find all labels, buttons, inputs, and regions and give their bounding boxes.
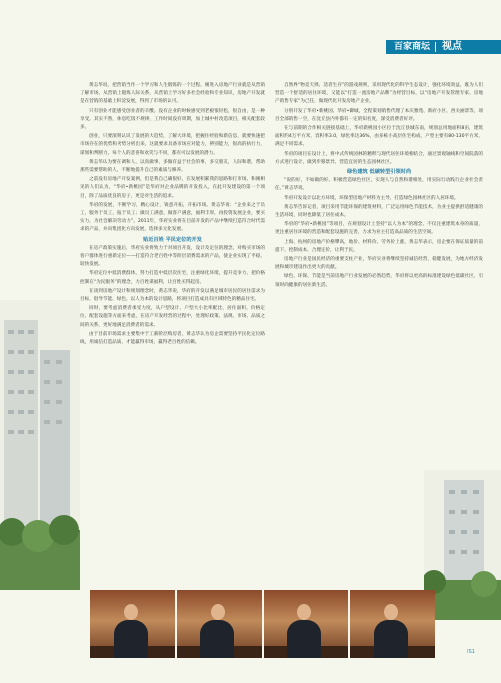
paragraph: 自然界“物竞天择、适者生存”的游戏规则，采用现代化的科学生态设计，强化环境效益，既为人们营造一个舒适的居住环境，又能以“打造一流房地产品牌”为经营目标，以“房地产开发管理专家、房地产销售专家”为己任，做现代化开发房地产企业。 <box>275 83 483 105</box>
subheading: 绿色建筑 低碳转型引领时尚 <box>346 169 412 176</box>
section-title: 百家商坛 <box>394 42 431 52</box>
paragraph: 黄志华说，把营销当作一个学习和人生锻炼的一个过程。刚进入房地产行业就是从营销了解市场，从营销上锻炼人际关系，从营销上学习好多社会经验和专业知识，房地产开发就是在营销的基础上积淀发展，得到了市场的认可。 <box>80 83 265 105</box>
interview-photo <box>350 590 435 658</box>
paragraph: 华府的发展，不断学习，精心设计，锐意开拓，开拓市场。黄志华说：“企业来之于员工，服务于员工，报于员工；做员工满意，做客户满意，福利丰厚，再投资发展企业，要买实力，为社会解决劳动力”。2011年，华府实业将在目前开发的产品中继续打造符合时代需求的产品，并向集团化方向发展，选择多元化发展。 <box>80 202 265 233</box>
page-number: IS1 <box>467 649 475 655</box>
paragraph: 之前没有房地产开发案例，但是我自己确很好，在发展积累我的思路和打市场。和刚相见的人们认为，“华府•新桃园”是华府对企业品牌的开发投入，在此开发建设的第一个项目，除了品质优良的房子，更是对生活的追求。 <box>80 177 265 199</box>
photo-strip <box>90 590 435 658</box>
paragraph: 华府定位中低消费群体，努力打造中低层次住宅，注重绿化环境，提升竞争力，把价格控制在“为民服务”的理念，力百姓谋福利，让百姓买得起房。 <box>80 271 265 285</box>
header-divider <box>435 42 436 52</box>
paragraph: 华府的“华府•新桃园”等项目，在规划设计上坚持“以人为本”的理念，不仅注重建筑本身的质量，更注重居住环境的营造和配套设施的完善，力求为业主打造高品质的生活空间。 <box>275 222 483 236</box>
section-header <box>386 40 501 54</box>
paragraph: 同时，要考虑消费者承受力度，从户型设计、户型大小比率配比、居住面积、价格定位、配套设施等方面来考虑，在房产开发经营的过程中，处理好政策、法规、市场、品质之间的关系，更好地满足消费者的需求。 <box>80 306 265 328</box>
section-tag: 视点 <box>442 41 463 52</box>
paragraph: 分别开发了华府•新桃园、华府•御城，全程策划销售代理了本庆雅苑、新府小区、西关丽景等，项目全部销售一空，在沈丘县内外都有一定的知名度，深受消费者好评。 <box>275 108 483 122</box>
paragraph: 绿色、环保、节能是当前房地产行业发展的必然趋势，华府将以更高的标准建设绿色低碳社区，引领时尚健康的居住新生活。 <box>275 274 483 288</box>
building-illustration-left <box>0 300 80 590</box>
paragraph: 只有创业才能感受创业者的辛酸。没有企业的时候感受到老板很轻松，很自由，是一种享受。其实不然，休息吃饭不规律，工作时间没有周期，加上城中村改造项目，相关配套较多。 <box>80 108 265 131</box>
building-illustration-right <box>424 470 501 620</box>
paragraph: 创业，只要深刻认识了发展的大趋势，了解大环境，把握住经验和新信息，就要快速把市场存在的优势和劣势分析出来，这就要求具备市场应对能力，辨别能力，很高的执行力，谋划和判断力。每个人的悲喜和欢笑与不同，都有可以发展的潜力。 <box>80 134 265 156</box>
paragraph: 在房产政策实施后，华府实业将致力于对项目开发，设计及定位的理念，对购买市场的客户群体进行重新定位——打造符合老百姓中等阶层消费需求的产品，使企业实现了平稳、较快发展。 <box>80 245 265 268</box>
paragraph: 在谈到房地产设计和规划理念时，黄志华说，华府的开发以满足城市居民的居住需求为目标，倡导节能、绿色、以人为本的设计思路，将项目打造成具有区域特色的精品住宅。 <box>80 288 265 303</box>
article-column-left <box>80 82 265 348</box>
interview-photo <box>264 590 349 658</box>
paragraph: 黄志华认为要在调和人，以真做事，多做有益于社会的事，多交朋友，人际和谐，帮助那些需要帮助的人，不断地提升自己的素质与修养。 <box>80 159 265 174</box>
paragraph: 在与前期的合作相关链接基础上，华府新桃园小区位于沈丘县城东南，规划总用地面积8亩，建筑面积约4万平方米，容积率3.0，绿化率达36%，由多栋小高层住宅构成，户型主要有80-130平方米，满足不同需求。 <box>275 126 483 148</box>
paragraph: 房地产行业是国民经济的重要支柱产业，华府实业将继续坚持诚信经营，稳健发展，为地方经济发展和城市建设作出更大的贡献。 <box>275 257 483 271</box>
interview-photo <box>177 590 262 658</box>
article-column-right <box>275 82 483 291</box>
paragraph: 上海、杭州的房地产价格攀高，地价、材料价、劳务价上涨，黄志华表示，房企要在保证质量的前提下，控制成本，合理定价，让利于民。 <box>275 239 483 253</box>
interview-photo <box>90 590 175 658</box>
paragraph: 由于目前市场需求主要集中于工薪阶层购房者，黄志华认为房企需要坚持平民化定位路线，用诚信打造品质，才能赢得市场，赢得老百姓的信赖。 <box>80 331 265 346</box>
paragraph: 黄志华告诉记者，项目采用节能环保的建筑材料，广泛运用绿色节能技术，为业主提供舒适健康的生活环境，同时也降低了居住成本。 <box>275 204 483 219</box>
paragraph: 华府的项目在设计上，将中式传统园林的精粹与现代居住环境相结合，通过景观轴线和空间院落的方式进行设计，做到步移景异，营造宜居的生态园林社区。 <box>275 151 483 165</box>
subheading: 贴近百姓 平民定位的开发 <box>143 236 202 243</box>
paragraph: “说的好，不如做的好。积极营造绿色社区，实现人与自然和谐相处，用实际行动践行企业社会责任。”黄志华说。 <box>275 178 483 192</box>
paragraph: 华府开发设计以北方环境，环保型房地产材料为主导，打造绿色园林社区的人居环境。 <box>284 195 459 201</box>
